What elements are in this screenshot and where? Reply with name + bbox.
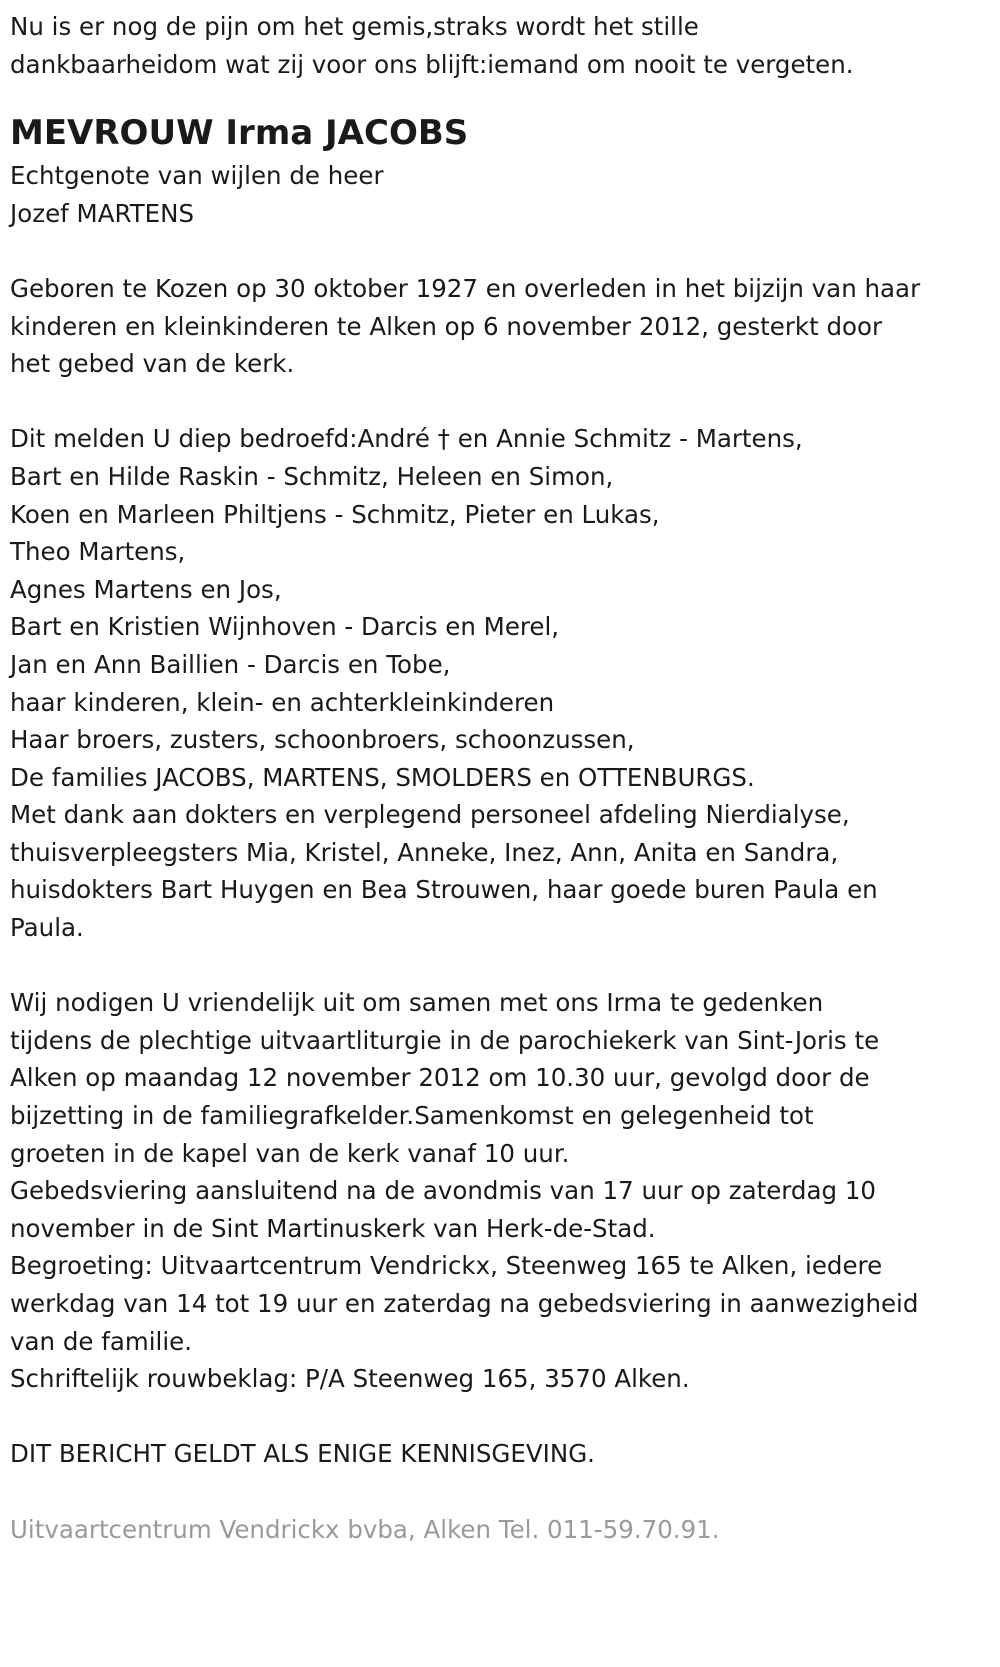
funeral-home-footer: Uitvaartcentrum Vendrickx bvba, Alken Tel. 011-59.70.91. (10, 1514, 720, 1544)
invitation-line: tijdens de plechtige uitvaartliturgie in de parochiekerk van Sint-Joris te (10, 1025, 880, 1055)
invitation-line: Alken op maandag 12 november 2012 om 10.30 uur, gevolgd door de (10, 1063, 870, 1093)
deceased-name: MEVROUW Irma JACOBS (10, 113, 469, 154)
invitation-line: Begroeting: Uitvaartcentrum Vendrickx, Steenweg 165 te Alken, iedere (10, 1251, 883, 1281)
family-line: Bart en Kristien Wijnhoven - Darcis en Merel, (10, 612, 560, 642)
spouse-line: Jozef MARTENS (10, 198, 195, 228)
birth-death-line: het gebed van de kerk. (10, 349, 295, 379)
birth-death-line: Geboren te Kozen op 30 oktober 1927 en overleden in het bijzijn van haar (10, 273, 921, 303)
invitation-line: Wij nodigen U vriendelijk uit om samen met ons Irma te gedenken (10, 988, 824, 1018)
motto-line: Nu is er nog de pijn om het gemis,straks wordt het stille (10, 12, 699, 41)
birth-death-line: kinderen en kleinkinderen te Alken op 6 november 2012, gesterkt door (10, 311, 883, 341)
sole-notice: DIT BERICHT GELDT ALS ENIGE KENNISGEVING. (10, 1439, 595, 1469)
family-line: De families JACOBS, MARTENS, SMOLDERS en OTTENBURGS. (10, 762, 755, 792)
invitation-line: van de familie. (10, 1326, 193, 1356)
family-line: Dit melden U diep bedroefd:André † en Annie Schmitz - Martens, (10, 424, 803, 454)
invitation-line: bijzetting in de familiegrafkelder.Samenkomst en gelegenheid tot (10, 1101, 814, 1131)
family-line: huisdokters Bart Huygen en Bea Strouwen, haar goede buren Paula en (10, 875, 878, 905)
family-line: Agnes Martens en Jos, (10, 574, 282, 604)
invitation-line: werkdag van 14 tot 19 uur en zaterdag na gebedsviering in aanwezigheid (10, 1289, 919, 1318)
family-line: Haar broers, zusters, schoonbroers, schoonzussen, (10, 725, 635, 755)
motto-line: dankbaarheidom wat zij voor ons blijft:iemand om nooit te vergeten. (10, 49, 854, 79)
invitation-line: november in de Sint Martinuskerk van Herk-de-Stad. (10, 1213, 656, 1243)
invitation-line: Gebedsviering aansluitend na de avondmis van 17 uur op zaterdag 10 (10, 1176, 876, 1206)
family-line: Met dank aan dokters en verplegend personeel afdeling Nierdialyse, (10, 800, 850, 830)
family-line: Bart en Hilde Raskin - Schmitz, Heleen en Simon, (10, 461, 614, 491)
spouse-line: Echtgenote van wijlen de heer (10, 161, 384, 191)
family-line: Paula. (10, 913, 84, 943)
family-line: Theo Martens, (10, 537, 186, 567)
family-line: Koen en Marleen Philtjens - Schmitz, Pieter en Lukas, (10, 499, 660, 529)
spouse-block (10, 157, 990, 232)
family-block (10, 420, 990, 946)
invitation-line: Schriftelijk rouwbeklag: P/A Steenweg 165, 3570 Alken. (10, 1364, 690, 1394)
motto-block (10, 8, 990, 83)
birth-death-block (10, 270, 990, 383)
invitation-line: groeten in de kapel van de kerk vanaf 10 uur. (10, 1138, 570, 1168)
invitation-block (10, 984, 990, 1398)
family-line: haar kinderen, klein- en achterkleinkinderen (10, 687, 555, 717)
family-line: Jan en Ann Baillien - Darcis en Tobe, (10, 649, 451, 679)
family-line: thuisverpleegsters Mia, Kristel, Anneke, Inez, Ann, Anita en Sandra, (10, 837, 839, 867)
